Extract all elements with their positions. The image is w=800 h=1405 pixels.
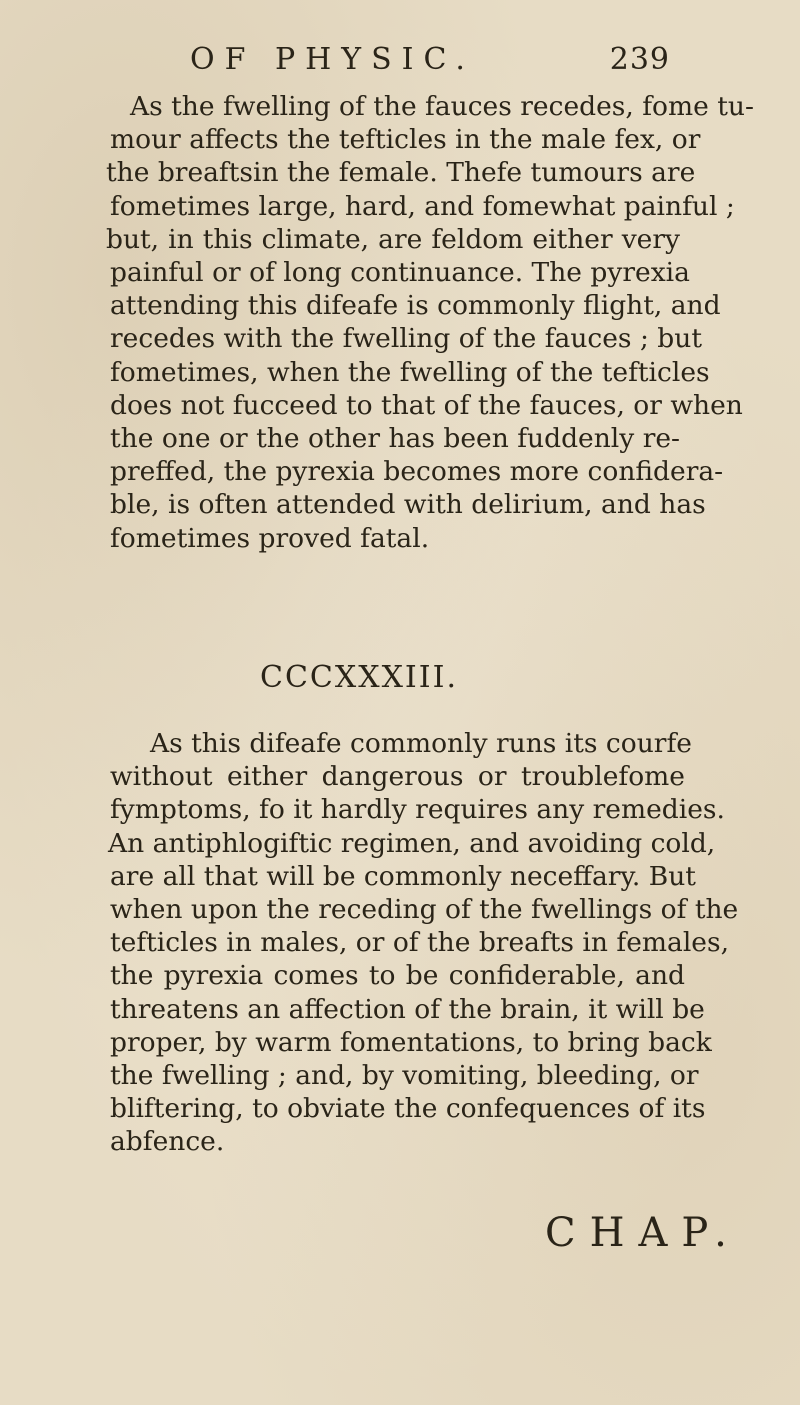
paragraph-2-line: An antiphlogiftic regimen, and avoiding cold,	[108, 827, 716, 859]
paragraph-1-line: does not fucceed to that of the fauces, or when	[110, 389, 743, 421]
paragraph-1-line: As the fwelling of the fauces recedes, fome tu-	[130, 91, 754, 122]
paragraph-1-line: attending this difeafe is commonly flight, and	[110, 290, 721, 322]
paragraph-2-line: tefticles in males, or of the breafts in females,	[110, 927, 729, 959]
paragraph-2-line: proper, by warm fomentations, to bring back	[110, 1026, 712, 1058]
running-head	[190, 42, 670, 82]
paragraph-2-line: bliftering, to obviate the confequences of its	[110, 1093, 706, 1125]
paragraph-2-line: are all that will be commonly neceffary. But	[110, 860, 696, 892]
paragraph-2	[108, 727, 739, 1159]
paragraph-1-line: the one or the other has been fuddenly re-	[110, 423, 680, 455]
paragraph-1	[106, 90, 754, 555]
catchword: CHAP.	[545, 1210, 741, 1256]
paragraph-2-line: the pyrexia comes to be confiderable, and	[110, 960, 685, 992]
page-number: 239	[609, 42, 670, 77]
paragraph-1-line: painful or of long continuance. The pyrexia	[110, 257, 690, 289]
paragraph-1-line: preffed, the pyrexia becomes more confidera-	[110, 456, 724, 488]
paragraph-1-line: fometimes, when the fwelling of the tefticles	[110, 356, 710, 388]
paragraph-1-line: mour affects the tefticles in the male fex, or	[110, 124, 701, 156]
paragraph-2-line: fymptoms, fo it hardly requires any remedies.	[110, 794, 725, 826]
running-head-title: OF PHYSIC.	[190, 42, 475, 77]
paragraph-2-line: the fwelling ; and, by vomiting, bleeding, or	[110, 1060, 699, 1092]
paragraph-1-line: the breaftsin the female. Thefe tumours are	[106, 157, 696, 189]
paragraph-1-line: ble, is often attended with delirium, and has	[110, 489, 706, 521]
paragraph-2-line: when upon the receding of the fwellings of the	[110, 894, 739, 926]
paragraph-2-line: without either dangerous or troublefome	[110, 761, 685, 793]
paragraph-2-line: abfence.	[110, 1126, 225, 1158]
paragraph-1-line: recedes with the fwelling of the fauces ; but	[110, 323, 702, 355]
section-number: CCCXXXIII.	[260, 660, 459, 695]
paragraph-2-line: threatens an affection of the brain, it will be	[110, 993, 705, 1025]
paragraph-1-line: but, in this climate, are feldom either very	[106, 223, 680, 255]
paragraph-1-line: fometimes proved fatal.	[110, 522, 430, 554]
paragraph-1-line: fometimes large, hard, and fomewhat painful ;	[110, 190, 735, 222]
paragraph-2-line: As this difeafe commonly runs its courfe	[150, 728, 692, 759]
